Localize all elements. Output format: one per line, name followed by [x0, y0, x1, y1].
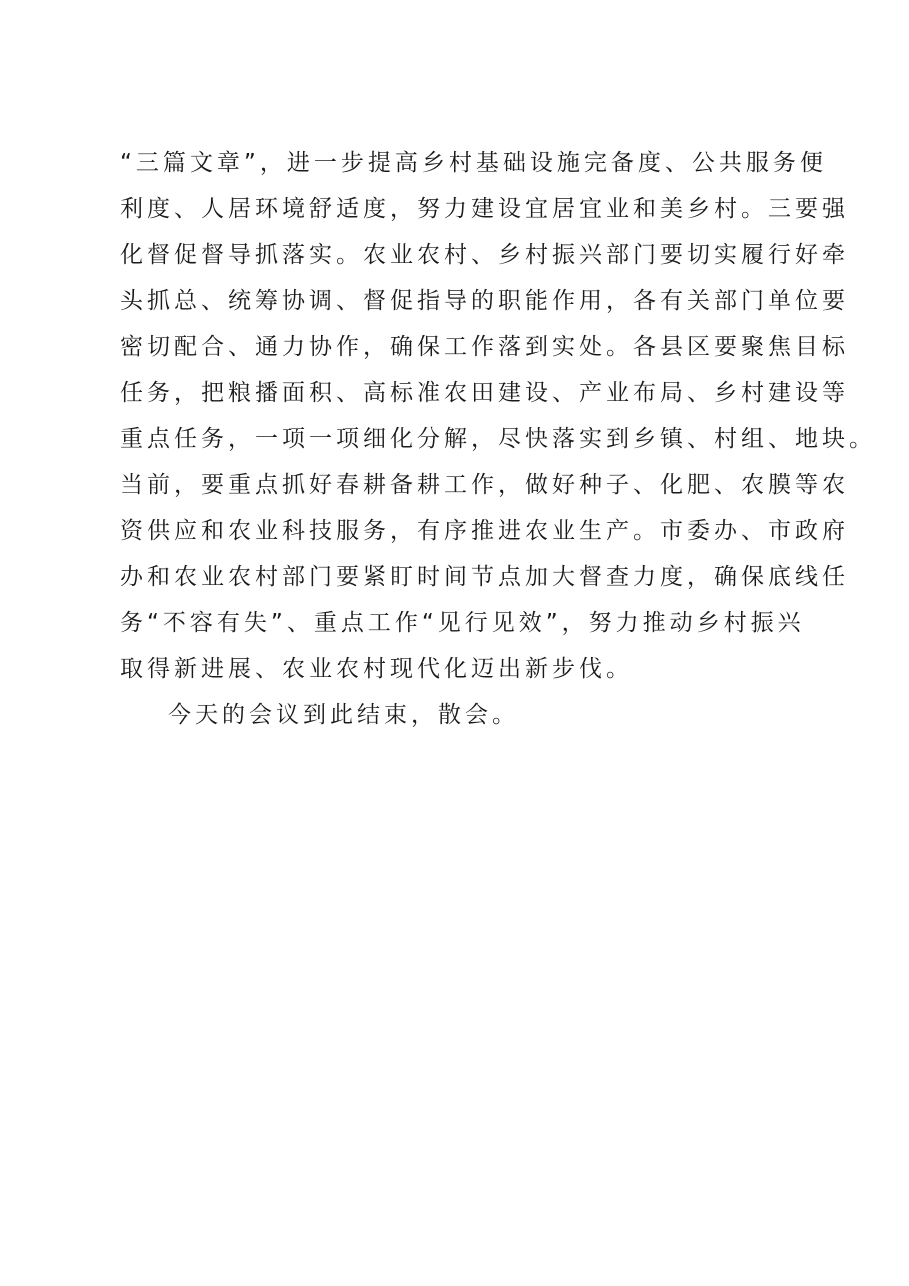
paragraph-line: 重点任务，一项一项细化分解，尽快落实到乡镇、村组、地块。	[120, 426, 876, 452]
paragraph-line: 化督促督导抓落实。农业农村、乡村振兴部门要切实履行好牵	[120, 242, 849, 268]
paragraph-line: 当前，要重点抓好春耕备耕工作，做好种子、化肥、农膜等农	[120, 472, 849, 498]
paragraph-line: 资供应和农业科技服务，有序推进农业生产。市委办、市政府	[120, 518, 849, 544]
closing-paragraph: 今天的会议到此结束，散会。	[168, 702, 519, 728]
paragraph-line: 办和农业农村部门要紧盯时间节点加大督查力度，确保底线任	[120, 564, 849, 590]
paragraph-line: 密切配合、通力协作，确保工作落到实处。各县区要聚焦目标	[120, 334, 849, 360]
paragraph-line: 务“不容有失”、重点工作“见行见效”，努力推动乡村振兴	[120, 610, 805, 636]
paragraph-line: 任务，把粮播面积、高标准农田建设、产业布局、乡村建设等	[120, 380, 849, 406]
paragraph-line: 利度、人居环境舒适度，努力建设宜居宜业和美乡村。三要强	[120, 196, 849, 222]
paragraph-line: “三篇文章”，进一步提高乡村基础设施完备度、公共服务便	[120, 150, 827, 176]
body-text	[120, 140, 876, 738]
paragraph-line: 头抓总、统筹协调、督促指导的职能作用，各有关部门单位要	[120, 288, 849, 314]
paragraph-line: 取得新进展、农业农村现代化迈出新步伐。	[120, 656, 633, 682]
